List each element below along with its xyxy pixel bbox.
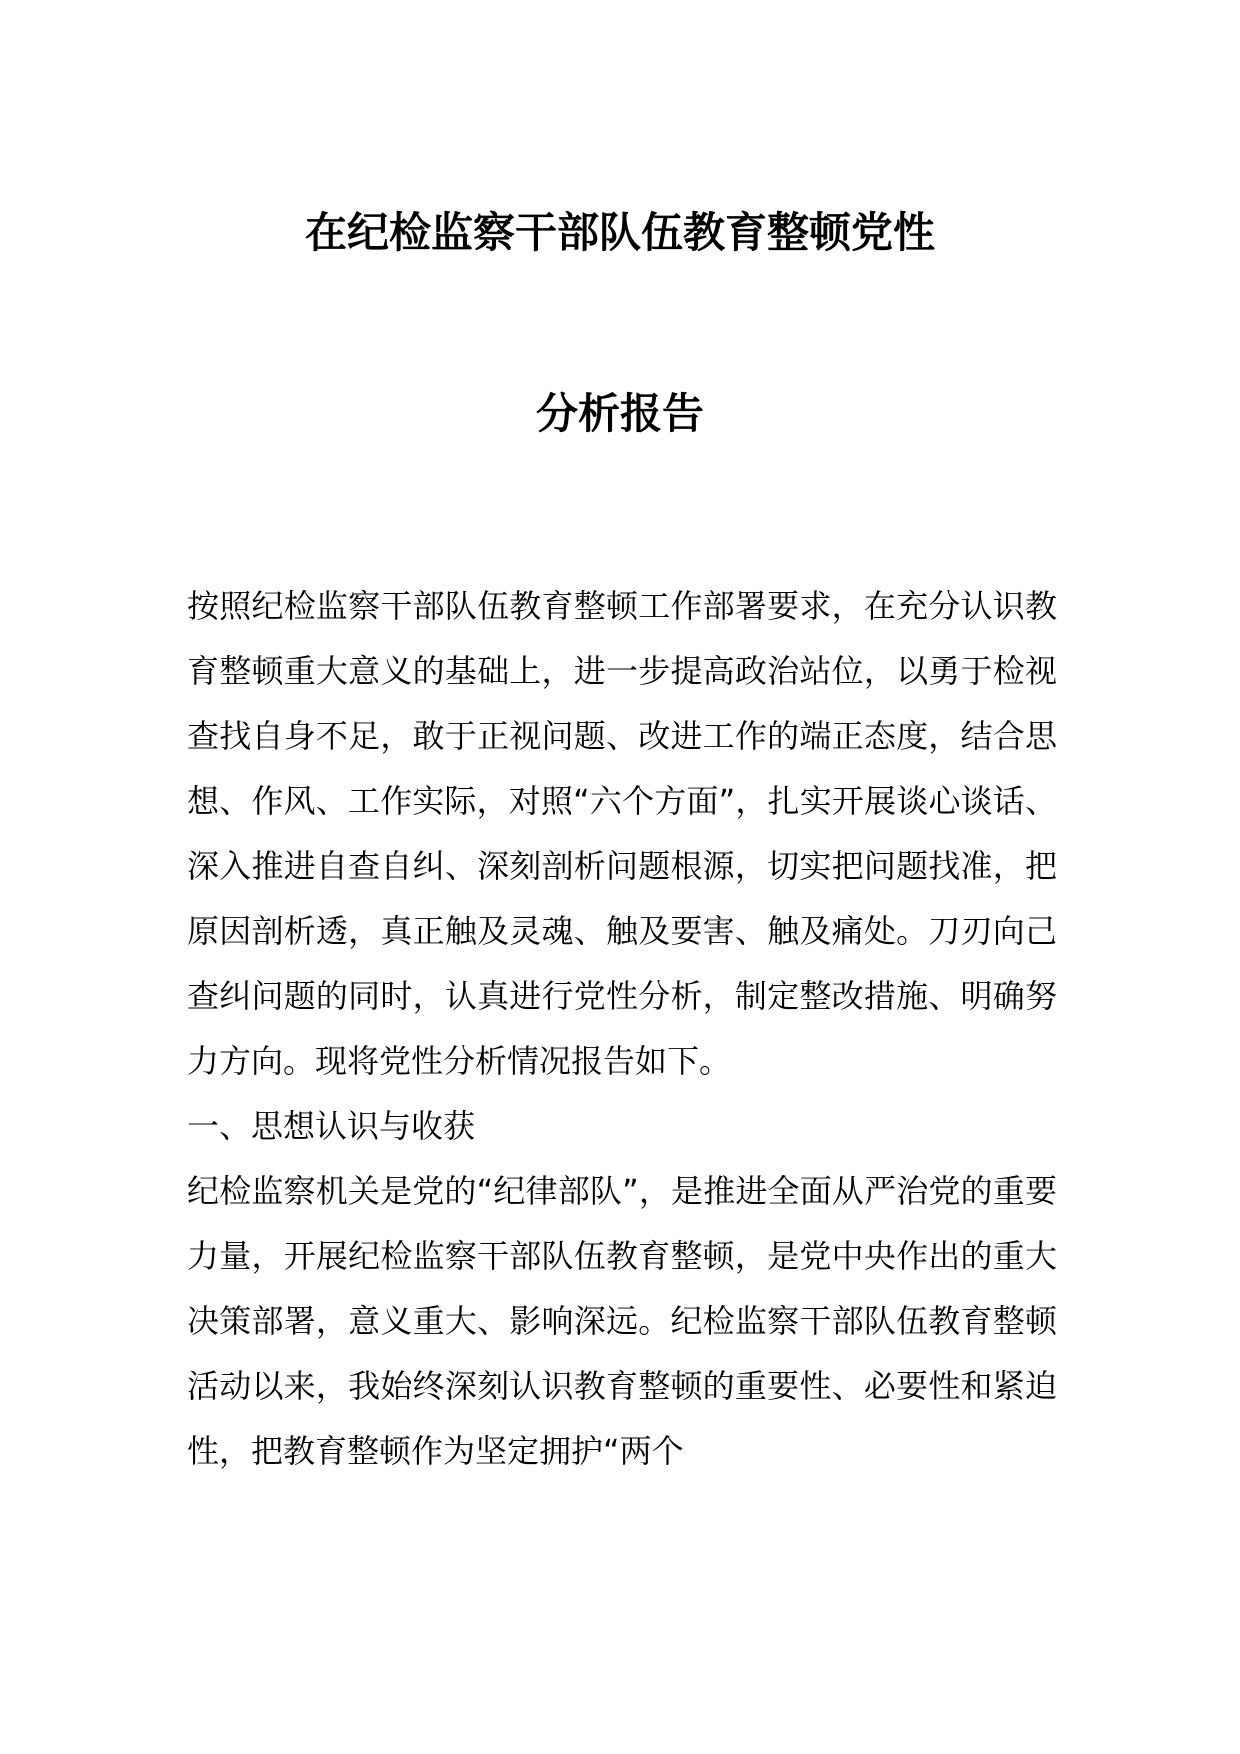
- document-title-line-2: 分析报告: [535, 389, 704, 438]
- document-title-line-1: 在纪检监察干部队伍教育整顿党性: [304, 208, 935, 257]
- section-heading: 一、思想认识与收获: [187, 1107, 476, 1145]
- section-paragraph: 纪检监察机关是党的“纪律部队”，是推进全面从严治党的重要力量，开展纪检监察干部队伍教育整顿，是党中央作出的重大决策部署，意义重大、影响深远。纪检监察干部队伍教育整顿活动以来，我始终深刻认识教育整顿的重要性、必要性和紧迫性，把教育整顿作为坚定拥护“两个: [187, 1172, 1057, 1470]
- document-body: [187, 574, 1057, 1484]
- intro-paragraph: 按照纪检监察干部队伍教育整顿工作部署要求，在充分认识教育整顿重大意义的基础上，进一步提高政治站位，以勇于检视查找自身不足，敢于正视问题、改进工作的端正态度，结合思想、作风、工作实际，对照“六个方面”，扎实开展谈心谈话、深入推进自查自纠、深刻剖析问题根源，切实把问题找准，把原因剖析透，真正触及灵魂、触及要害、触及痛处。刀刃向己查纠问题的同时，认真进行党性分析，制定整改措施、明确努力方向。现将党性分析情况报告如下。: [187, 587, 1057, 1080]
